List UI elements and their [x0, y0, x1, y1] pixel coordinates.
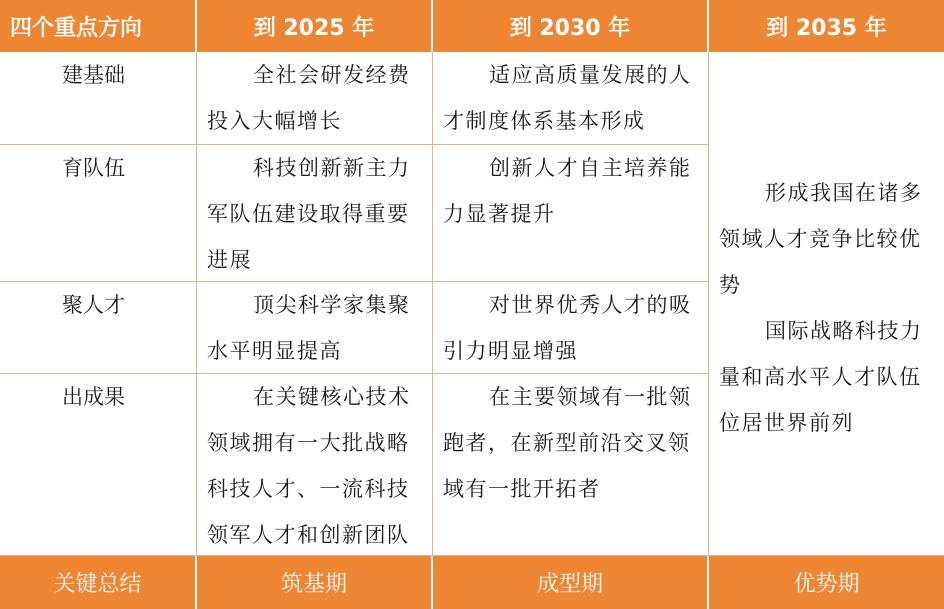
row-2025-goal: 在关键核心技术领域拥有一大批战略科技人才、一流科技领军人才和创新团队 — [197, 374, 433, 556]
footer-formation-phase: 成型期 — [433, 556, 709, 609]
footer-foundation-phase: 筑基期 — [197, 556, 433, 609]
row-direction: 建基础 — [0, 52, 197, 145]
row-2025-goal: 全社会研发经费投入大幅增长 — [197, 52, 433, 145]
row-2025-goal: 科技创新新主力军队伍建设取得重要进展 — [197, 145, 433, 282]
goal-2035-merged-cell — [709, 52, 944, 556]
footer-advantage-phase: 优势期 — [709, 556, 944, 609]
row-2030-goal: 对世界优秀人才的吸引力明显增强 — [433, 282, 709, 374]
row-2030-goal: 在主要领域有一批领跑者，在新型前沿交叉领域有一批开拓者 — [433, 374, 709, 556]
header-2025: 到 2025 年 — [197, 0, 433, 52]
row-direction: 聚人才 — [0, 282, 197, 374]
header-directions: 四个重点方向 — [0, 0, 197, 52]
header-2030: 到 2030 年 — [433, 0, 709, 52]
footer-summary: 关键总结 — [0, 556, 197, 609]
row-2025-goal: 顶尖科学家集聚水平明显提高 — [197, 282, 433, 374]
row-direction: 出成果 — [0, 374, 197, 556]
header-2035: 到 2035 年 — [709, 0, 944, 52]
goal-2035-paragraph: 国际战略科技力量和高水平人才队伍位居世界前列 — [719, 319, 923, 435]
row-2030-goal: 创新人才自主培养能力显著提升 — [433, 145, 709, 282]
goal-2035-paragraph: 形成我国在诸多领域人才竞争比较优势 — [719, 181, 923, 297]
row-2030-goal: 适应高质量发展的人才制度体系基本形成 — [433, 52, 709, 145]
row-direction: 育队伍 — [0, 145, 197, 282]
